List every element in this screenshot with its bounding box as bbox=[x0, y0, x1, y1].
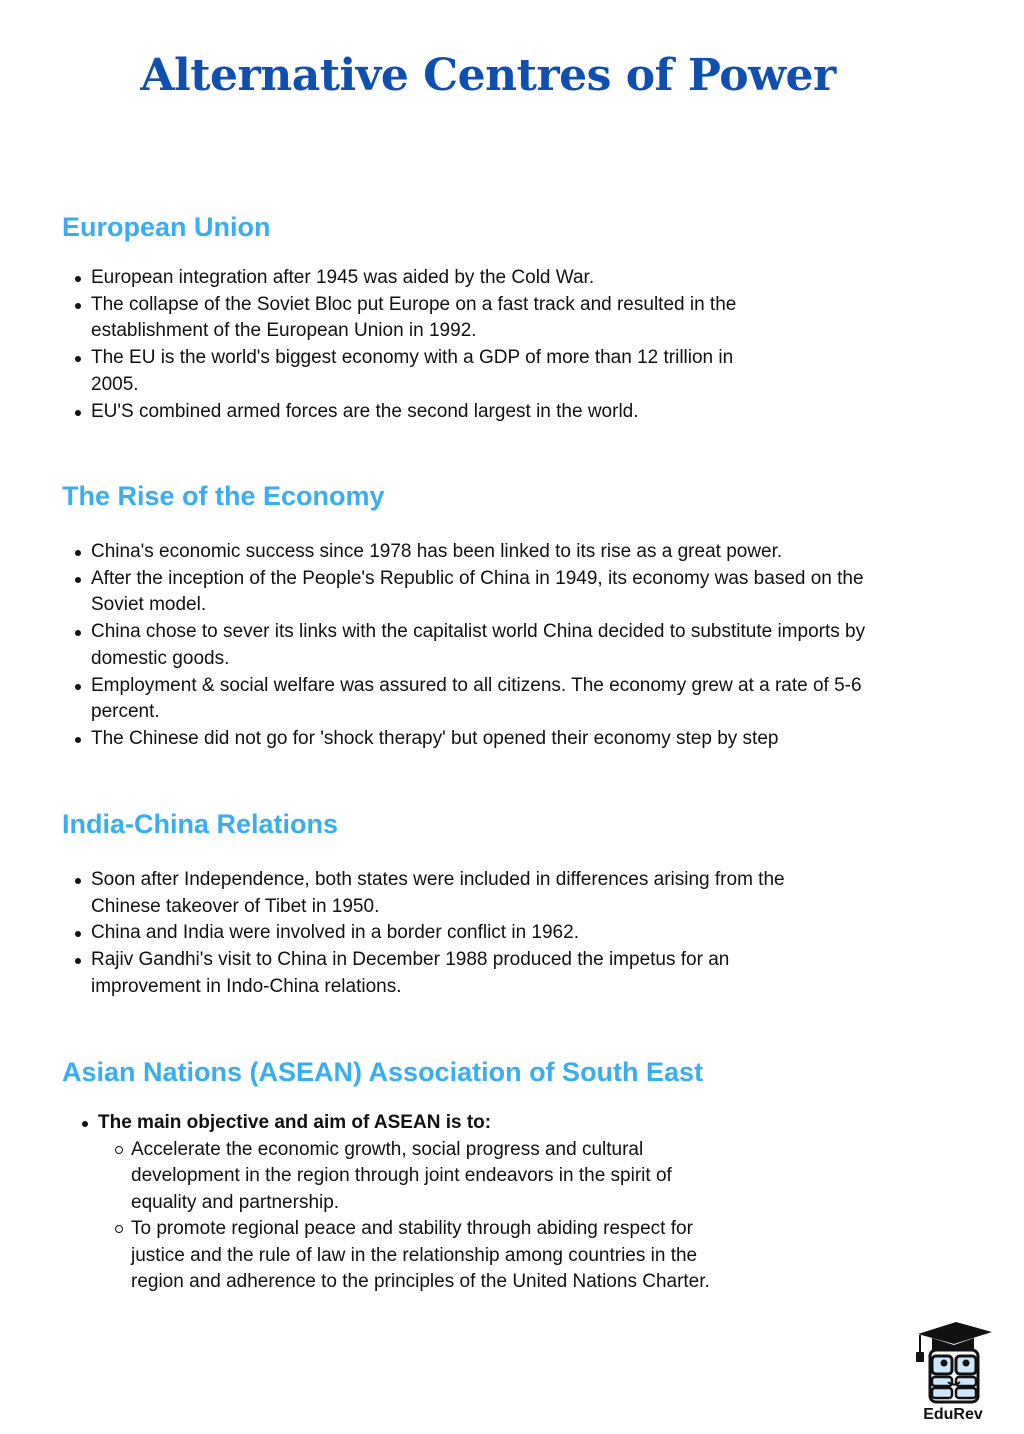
list-item: China chose to sever its links with the capitalist world China decided to substitute imports by domestic goods. bbox=[62, 619, 892, 672]
list-item: Employment & social welfare was assured to all citizens. The economy grew at a rate of 5-6 percent. bbox=[62, 673, 892, 726]
page-title: Alternative Centres of Power bbox=[140, 50, 836, 101]
list-item: European integration after 1945 was aided by the Cold War. bbox=[62, 265, 762, 292]
section-heading: European Union bbox=[62, 212, 271, 242]
sub-list-item: Accelerate the economic growth, social progress and cultural development in the region through joint endeavors in the spirit of equality and partnership. bbox=[62, 1137, 742, 1217]
list-item: Rajiv Gandhi's visit to China in December 1988 produced the impetus for an improvement in Indo-China relations. bbox=[62, 947, 802, 1000]
list-item: The Chinese did not go for 'shock therapy' but opened their economy step by step bbox=[62, 726, 892, 753]
section-asean bbox=[62, 1057, 742, 1296]
edurev-logo bbox=[908, 1318, 1008, 1430]
section-india-china-relations bbox=[62, 809, 802, 1001]
list-item: China's economic success since 1978 has been linked to its rise as a great power. bbox=[62, 539, 892, 566]
graduate-owl-icon bbox=[908, 1318, 998, 1408]
sub-list-item: To promote regional peace and stability through abiding respect for justice and the rule of law in the relationship among countries in the region and adherence to the principles of the United Nations Charter. bbox=[62, 1216, 742, 1296]
list-item: China and India were involved in a border conflict in 1962. bbox=[62, 920, 802, 947]
list-item: The main objective and aim of ASEAN is to: bbox=[62, 1110, 742, 1137]
bullet-list bbox=[62, 265, 762, 425]
bullet-list bbox=[62, 867, 802, 1001]
bullet-list bbox=[62, 1110, 742, 1137]
section-heading: Asian Nations (ASEAN) Association of South East bbox=[62, 1057, 704, 1087]
list-item: Soon after Independence, both states were included in differences arising from the Chinese takeover of Tibet in 1950. bbox=[62, 867, 802, 920]
sub-bullet-list bbox=[62, 1137, 742, 1296]
list-item: The EU is the world's biggest economy with a GDP of more than 12 trillion in 2005. bbox=[62, 345, 762, 398]
bullet-list bbox=[62, 539, 892, 753]
list-item: The collapse of the Soviet Bloc put Europe on a fast track and resulted in the establishment of the European Union in 1992. bbox=[62, 292, 762, 345]
section-rise-of-economy bbox=[62, 481, 892, 753]
section-heading: India-China Relations bbox=[62, 809, 339, 839]
section-european-union bbox=[62, 212, 762, 425]
list-item: After the inception of the People's Republic of China in 1949, its economy was based on the Soviet model. bbox=[62, 566, 892, 619]
logo-text: EduRev bbox=[923, 1406, 983, 1423]
list-item: EU'S combined armed forces are the second largest in the world. bbox=[62, 399, 762, 426]
section-heading: The Rise of the Economy bbox=[62, 481, 385, 511]
